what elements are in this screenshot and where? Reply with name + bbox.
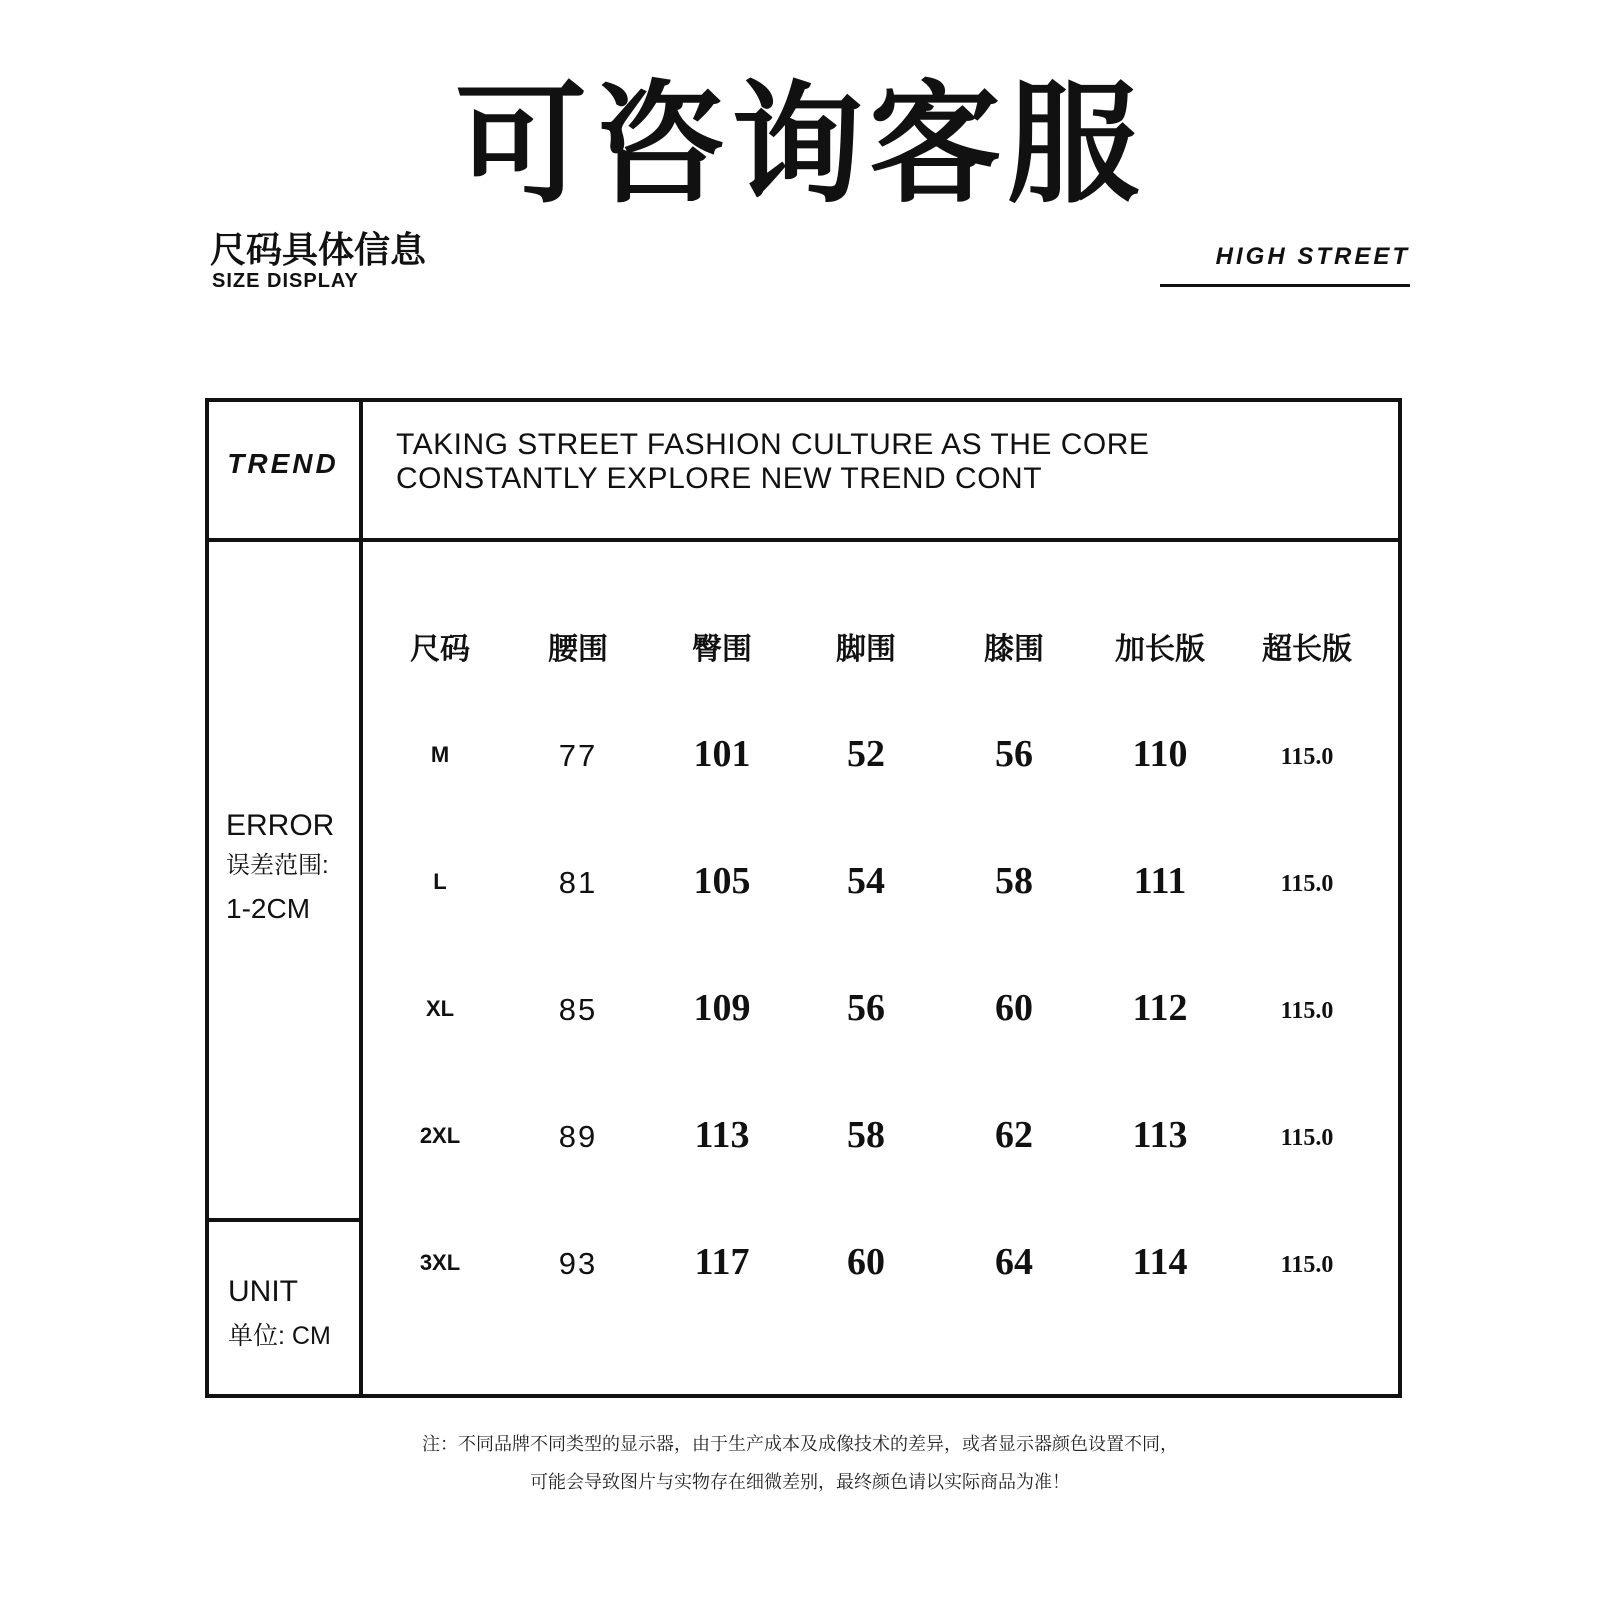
cell-size: M	[430, 742, 450, 767]
cell-size: 3XL	[419, 1250, 461, 1275]
cell-knee: 56	[995, 733, 1033, 775]
size-display-subtitle: SIZE DISPLAY	[212, 270, 359, 292]
cell-knee: 64	[995, 1241, 1033, 1283]
cell-extended-length: 113	[1132, 1114, 1188, 1156]
cell-knee: 60	[995, 987, 1033, 1029]
column-header-knee: 膝围	[984, 632, 1044, 667]
cell-waist: 93	[558, 1246, 598, 1281]
error-value: 1-2CM	[226, 893, 311, 924]
cell-hip: 105	[693, 860, 751, 902]
column-header-hip: 臀围	[692, 632, 752, 667]
error-label-zh: 误差范围:	[226, 852, 329, 879]
error-note	[226, 806, 334, 932]
unit-label-zh: 单位: CM	[228, 1322, 331, 1350]
tagline-line-2: CONSTANTLY EXPLORE NEW TREND CONT	[396, 462, 1043, 495]
cell-extra-long-length: 115.0	[1280, 1125, 1334, 1151]
cell-knee: 58	[995, 860, 1033, 902]
size-info-title: 尺码具体信息	[210, 229, 427, 271]
cell-size: L	[433, 869, 447, 894]
cell-leg-opening: 56	[847, 987, 885, 1029]
column-header-leg-opening: 脚围	[836, 632, 896, 667]
cell-leg-opening: 60	[847, 1241, 885, 1283]
trend-label: TREND	[227, 448, 339, 479]
unit-note	[228, 1272, 331, 1360]
table-header-divider	[205, 538, 1402, 542]
cell-extended-length: 111	[1133, 860, 1187, 902]
cell-waist: 81	[558, 865, 598, 900]
cell-hip: 113	[694, 1114, 750, 1156]
cell-size: XL	[425, 996, 455, 1021]
cell-extra-long-length: 115.0	[1280, 1252, 1334, 1278]
error-label-en: ERROR	[226, 809, 335, 842]
cell-extended-length: 112	[1132, 987, 1188, 1029]
cell-waist: 89	[558, 1119, 598, 1154]
cell-hip: 117	[694, 1241, 750, 1283]
cell-leg-opening: 54	[847, 860, 885, 902]
banner-title: 可咨询客服	[455, 68, 1145, 222]
tagline-line-1: TAKING STREET FASHION CULTURE AS THE CORE	[396, 428, 1150, 461]
table-unit-divider	[205, 1218, 361, 1222]
cell-extra-long-length: 115.0	[1280, 998, 1334, 1024]
cell-knee: 62	[995, 1114, 1033, 1156]
tagline	[396, 428, 1149, 496]
column-header-size: 尺码	[410, 632, 470, 667]
cell-waist: 77	[558, 738, 598, 773]
cell-waist: 85	[558, 992, 598, 1027]
brand-tag: HIGH STREET	[1215, 243, 1410, 270]
cell-size: 2XL	[419, 1123, 461, 1148]
cell-hip: 109	[693, 987, 751, 1029]
unit-label-en: UNIT	[228, 1275, 298, 1308]
cell-leg-opening: 58	[847, 1114, 885, 1156]
cell-extended-length: 110	[1132, 733, 1188, 775]
cell-extended-length: 114	[1132, 1241, 1188, 1283]
column-header-extra-long-length: 超长版	[1262, 632, 1352, 667]
footnote-line-2: 可能会导致图片与实物存在细微差别，最终颜色请以实际商品为准！	[530, 1472, 1070, 1493]
table-vertical-divider	[359, 398, 363, 1398]
footnote-line-1: 注：不同品牌不同类型的显示器，由于生产成本及成像技术的差异，或者显示器颜色设置不同，	[422, 1434, 1178, 1455]
cell-extra-long-length: 115.0	[1280, 744, 1334, 770]
column-header-extended-length: 加长版	[1115, 632, 1205, 667]
column-header-waist: 腰围	[548, 632, 608, 667]
cell-extra-long-length: 115.0	[1280, 871, 1334, 897]
cell-hip: 101	[693, 733, 751, 775]
cell-leg-opening: 52	[847, 733, 885, 775]
brand-tag-underline	[1160, 284, 1410, 287]
